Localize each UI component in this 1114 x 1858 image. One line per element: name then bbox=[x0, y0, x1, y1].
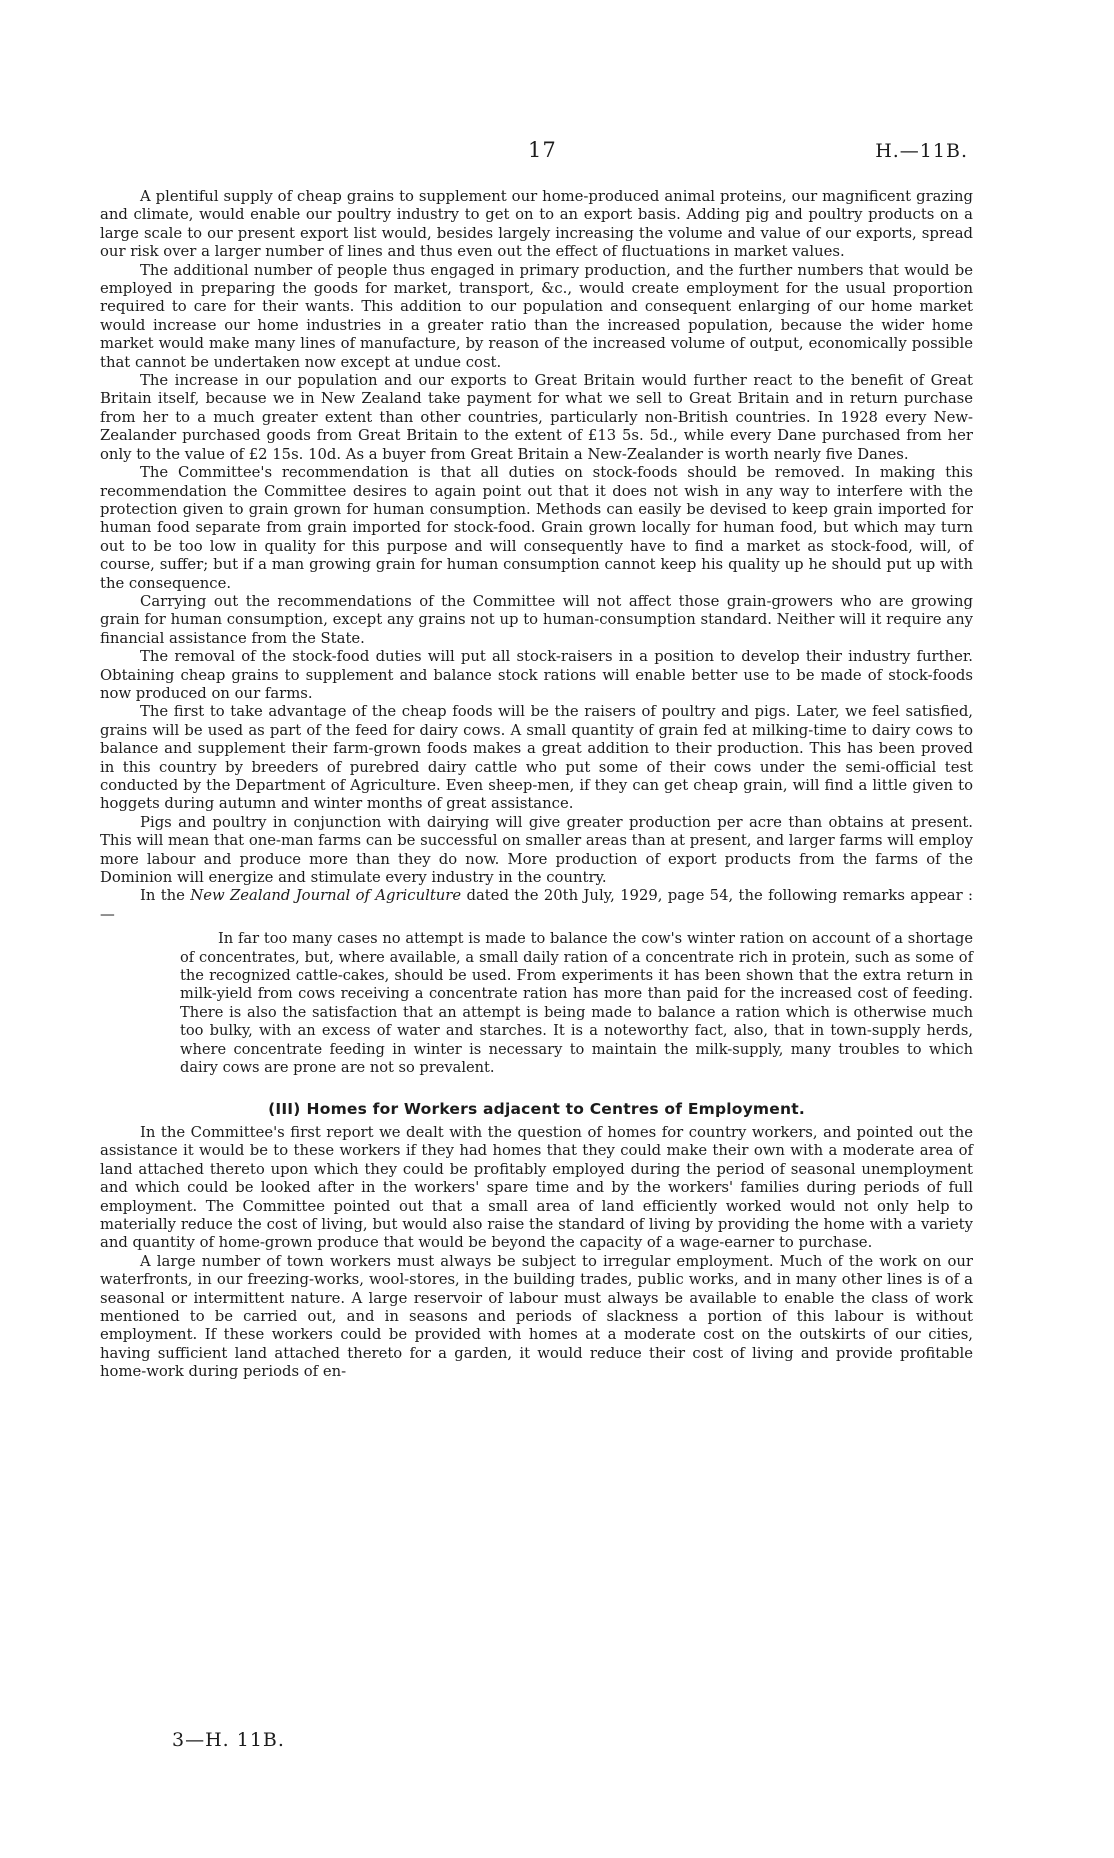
paragraph-town-workers: A large number of town workers must always be subject to irregular employment. Much of the work on our waterfronts, in our freezing-works, wool-stores, in the building trades, public works, and in many other lines is of a seasonal or intermittent nature. A large reservoir of labour must always be available to enable the class of work mentioned to be carried out, and in seasons and periods of slackness a portion of this labour is without employment. If these workers could be provided with homes at a moderate cost on the outskirts of our cities, having sufficient land attached thereto for a garden, it would reduce their cost of living and provide profitable home-work during periods of en- bbox=[100, 1252, 973, 1381]
page-header bbox=[0, 138, 1114, 168]
printer-signature: 3—H. 11B. bbox=[172, 1729, 285, 1751]
page-body bbox=[100, 188, 973, 1382]
paragraph-recommendation: The Committee's recommendation is that all duties on stock-foods should be removed. In making this recommendation the Committee desires to again point out that it does not wish in any way to interfere with the protection given to grain grown for human consumption. Methods can easily be devised to keep grain imported for human food separate from grain imported for stock-food. Grain grown locally for human food, but which may turn out to be too low in quality for this purpose and will consequently have to find a market as stock-food, will, of course, suffer; but if a man growing grain for human consumption cannot keep his quality up he should put up with the consequence. bbox=[100, 464, 973, 592]
paragraph-journal-intro bbox=[100, 887, 973, 924]
journal-title: New Zealand Journal of Agriculture bbox=[190, 887, 462, 905]
paragraph-poultry-export: A plentiful supply of cheap grains to supplement our home-produced animal proteins, our magnificent grazing and climate, would enable our poultry industry to get on to an export basis. Adding pig and poultry products on a large scale to our present export list would, besides largely increasing the volume and value of our exports, spread our risk over a larger number of lines and thus even out the effect of fluctuations in market values. bbox=[100, 188, 973, 261]
block-quote: In far too many cases no attempt is made to balance the cow's winter ration on account of a shortage of concentrates, but, where available, a small daily ration of a concentrate rich in protein, such as some of the recognized cattle-cakes, should be used. From experiments it has been shown that the extra return in milk-yield from cows receiving a concentrate ration has more than paid for the increased cost of feeding. There is also the satisfaction that an attempt is being made to balance a ration which is otherwise much too bulky, with an excess of water and starches. It is a noteworthy fact, also, that in town-supply herds, where concentrate feeding in winter is necessary to maintain the milk-supply, many troubles to which dairy cows are prone are not so prevalent. bbox=[180, 930, 973, 1077]
paragraph-stock-food-duties: The removal of the stock-food duties will put all stock-raisers in a position to develop their industry further. Obtaining cheap grains to supplement and balance stock rations will enable better use to be made of stock-foods now produced on our farms. bbox=[100, 648, 973, 702]
paragraph-poultry-pigs: The first to take advantage of the cheap foods will be the raisers of poultry and pigs. Later, we feel satisfied, grains will be used as part of the feed for dairy cows. A small quantity of grain fed at milking-time to dairy cows to balance and supplement their farm-grown foods makes a great addition to their production. This has been proved in this country by breeders of purebred dairy cattle who put some of their cows under the semi-official test conducted by the Department of Agriculture. Even sheep-men, if they can get cheap grain, will find a little given to hoggets during autumn and winter months of great assistance. bbox=[100, 703, 973, 813]
document-reference: H.—11B. bbox=[875, 140, 968, 162]
paragraph-dairying: Pigs and poultry in conjunction with dairying will give greater production per acre than obtains at present. This will mean that one-man farms can be successful on smaller areas than at present, and larger farms will employ more labour and produce more than they do now. More production of export products from the farms of the Dominion will energize and stimulate every industry in the country. bbox=[100, 813, 973, 887]
journal-intro-before: In the bbox=[140, 887, 191, 905]
section-title: Homes for Workers adjacent to Centres of Employment. bbox=[306, 1099, 805, 1118]
paragraph-great-britain: The increase in our population and our exports to Great Britain would further react to the benefit of Great Britain itself, because we in New Zealand take payment for what we sell to Great Britain and in return purchase from her to a much greater extent than other countries, particularly non-British countries. In 1928 every New-Zealander purchased goods from Great Britain to the extent of £13 5s. 5d., while every Dane purchased from her only to the value of £2 15s. 10d. As a buyer from Great Britain a New-Zealander is worth nearly five Danes. bbox=[100, 372, 973, 463]
paragraph-employment: The additional number of people thus engaged in primary production, and the further numbers that would be employed in preparing the goods for market, transport, &c., would create employment for the usual proportion required to care for their wants. This addition to our population and consequent enlarging of our home market would increase our home industries in a greater ratio than the increased population, because the wider home market would make many lines of manufacture, by reason of the increased volume of output, economically possible that cannot be undertaken now except at undue cost. bbox=[100, 261, 973, 371]
page-number: 17 bbox=[528, 138, 557, 162]
journal-intro-after: dated the 20th July, 1929, page 54, the following remarks appear :— bbox=[100, 887, 973, 923]
paragraph-grain-growers: Carrying out the recommendations of the Committee will not affect those grain-growers who are growing grain for human consumption, except any grains not up to human-consumption standard. Neither will it require any financial assistance from the State. bbox=[100, 592, 973, 647]
paragraph-country-workers: In the Committee's first report we dealt with the question of homes for country workers, and pointed out the assistance it would be to these workers if they had homes that they could make their own with a moderate area of land attached thereto upon which they could be profitably employed during the period of seasonal unemployment and which could be looked after in the workers' spare time and by the workers' families during periods of full employment. The Committee pointed out that a small area of land efficiently worked would not only help to materially reduce the cost of living, but would also raise the standard of living by providing the home with a variety and quantity of home-grown produce that would be beyond the capacity of a wage-earner to purchase. bbox=[100, 1123, 973, 1252]
section-numeral: (III) bbox=[268, 1099, 301, 1118]
section-heading bbox=[100, 1100, 973, 1118]
